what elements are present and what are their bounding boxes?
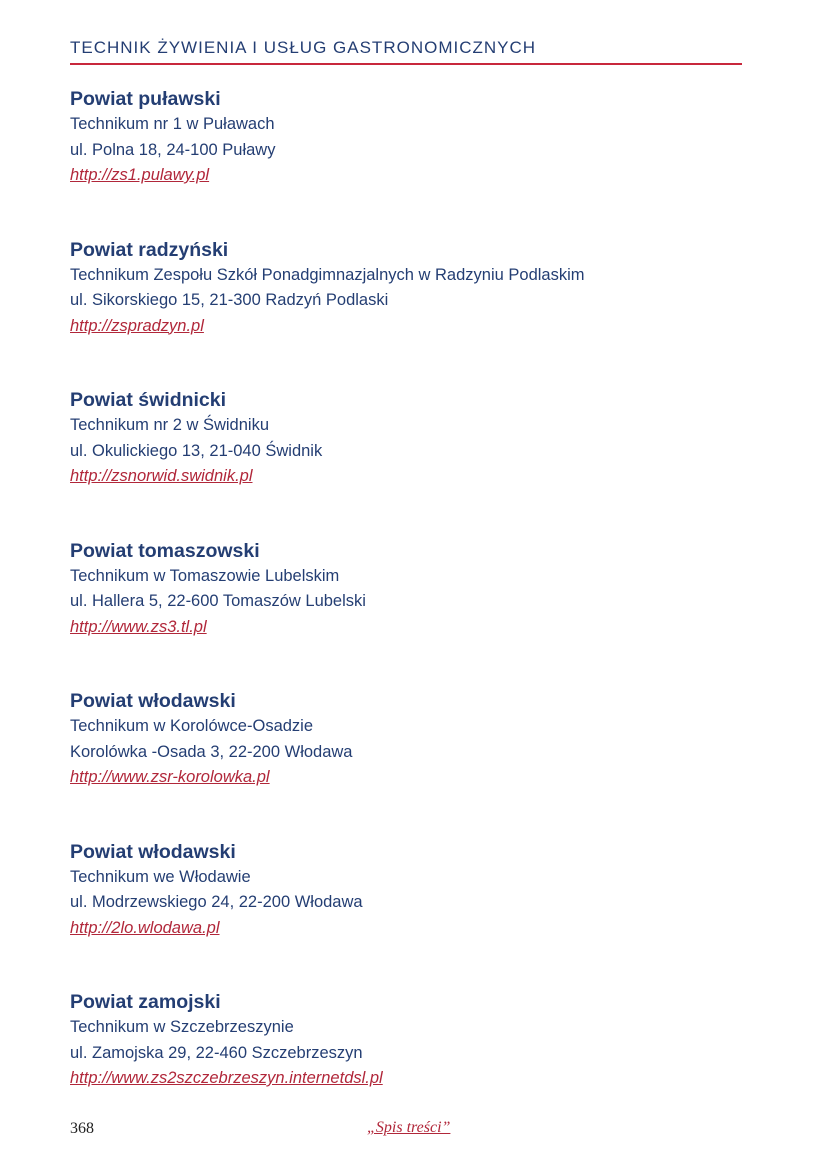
school-address: ul. Sikorskiego 15, 21-300 Radzyń Podlaski bbox=[70, 291, 389, 309]
page-number: 368 bbox=[70, 1120, 94, 1137]
list-item bbox=[70, 86, 770, 237]
list-item bbox=[70, 688, 770, 839]
county-heading: Powiat zamojski bbox=[70, 991, 221, 1013]
school-address: ul. Okulickiego 13, 21-040 Świdnik bbox=[70, 441, 323, 460]
table-of-contents-link[interactable]: „Spis treści” bbox=[367, 1119, 451, 1136]
list-item bbox=[70, 989, 770, 1140]
list-item bbox=[70, 387, 770, 538]
school-website-link[interactable]: http://zsnorwid.swidnik.pl bbox=[70, 467, 253, 485]
school-name: Technikum w Tomaszowie Lubelskim bbox=[70, 566, 340, 585]
school-address: Korolówka -Osada 3, 22-200 Włodawa bbox=[70, 742, 353, 761]
school-website-link[interactable]: http://www.zs2szczebrzeszyn.internetdsl.pl bbox=[70, 1069, 383, 1087]
county-heading: Powiat tomaszowski bbox=[70, 539, 260, 562]
school-website-link[interactable]: http://www.zs3.tl.pl bbox=[70, 617, 207, 636]
school-address: ul. Zamojska 29, 22-460 Szczebrzeszyn bbox=[70, 1043, 363, 1062]
school-website-link[interactable]: http://2lo.wlodawa.pl bbox=[70, 918, 220, 937]
county-heading: Powiat włodawski bbox=[70, 690, 236, 712]
school-name: Technikum w Korolówce-Osadzie bbox=[70, 717, 314, 735]
county-heading: Powiat radzyński bbox=[70, 238, 229, 261]
school-name: Technikum Zespołu Szkół Ponadgimnazjalnych w Radzyniu Podlaskim bbox=[70, 265, 585, 284]
school-name: Technikum w Szczebrzeszynie bbox=[70, 1018, 294, 1036]
list-item bbox=[70, 538, 770, 689]
school-name: Technikum we Włodawie bbox=[70, 867, 251, 886]
page-header bbox=[70, 38, 742, 65]
school-address: ul. Polna 18, 24-100 Puławy bbox=[70, 140, 276, 159]
list-item bbox=[70, 839, 770, 990]
county-heading: Powiat świdnicki bbox=[70, 389, 227, 411]
school-website-link[interactable]: http://zspradzyn.pl bbox=[70, 316, 204, 335]
county-heading: Powiat włodawski bbox=[70, 840, 236, 863]
school-website-link[interactable]: http://www.zsr-korolowka.pl bbox=[70, 768, 270, 786]
list-item bbox=[70, 237, 770, 388]
school-address: ul. Hallera 5, 22-600 Tomaszów Lubelski bbox=[70, 592, 366, 610]
school-list bbox=[70, 86, 770, 1140]
county-heading: Powiat puławski bbox=[70, 88, 221, 110]
school-name: Technikum nr 2 w Świdniku bbox=[70, 416, 269, 434]
school-address: ul. Modrzewskiego 24, 22-200 Włodawa bbox=[70, 893, 363, 911]
school-website-link[interactable]: http://zs1.pulawy.pl bbox=[70, 166, 210, 184]
header-title: TECHNIK ŻYWIENIA I USŁUG GASTRONOMICZNYCH bbox=[70, 38, 537, 57]
school-name: Technikum nr 1 w Puławach bbox=[70, 115, 275, 133]
